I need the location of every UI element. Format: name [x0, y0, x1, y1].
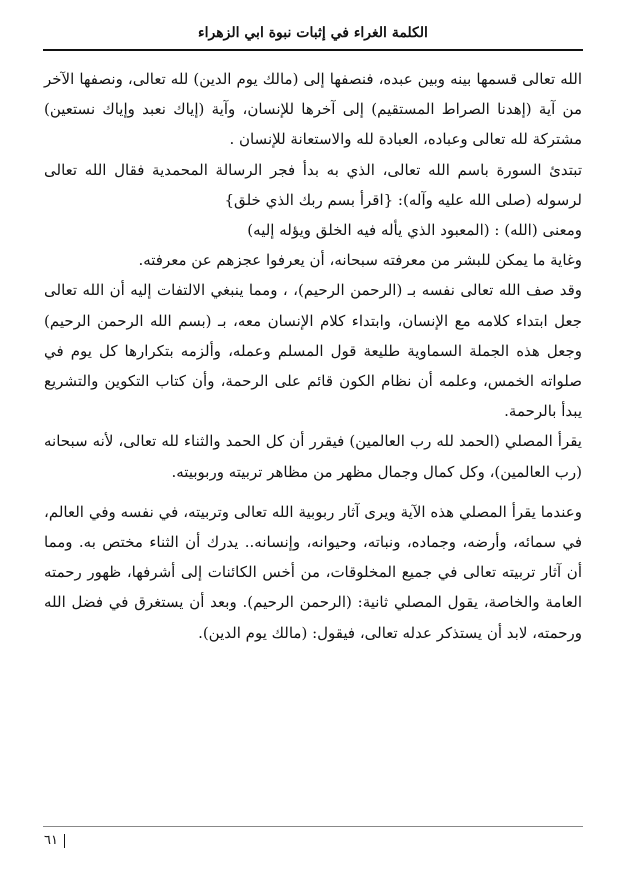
footer-rule	[43, 826, 583, 827]
page-number-value: ٦١	[44, 833, 58, 848]
page-number	[44, 832, 65, 850]
body-text	[44, 64, 582, 648]
paragraph-2: تبتدئ السورة باسم الله تعالى، الذي به بدأ فجر الرسالة المحمدية فقال الله تعالى لرسوله (صلى الله عليه وآله): {اقرأ بسم ربك الذي خلق}	[44, 160, 582, 209]
header-rule	[43, 49, 583, 51]
paragraph-1: الله تعالى قسمها بينه وبين عبده، فنصفها إلى (مالك يوم الدين) لله تعالى، ونصفها الآخر من آية (إهدنا الصراط المستقيم) إلى آخرها للإنسان، وآية (إياك نعبد وإياك نستعين) مشتركة لله تعالى وعباده، العبادة لله والاستعانة للإنسان .	[44, 70, 582, 149]
paragraph-6: يقرأ المصلي (الحمد لله رب العالمين) فيقرر أن كل الحمد والثناء لله تعالى، لأنه سبحانه (رب العالمين)، وكل كمال وجمال مظهر من مظاهر تربيته وربوبيته.	[44, 432, 582, 481]
page-number-bar	[64, 834, 65, 848]
paragraph-5: وقد صف الله تعالى نفسه بـ (الرحمن الرحيم)، ، ومما ينبغي الالتفات إليه أن الله تعالى جعل ابتداء كلامه مع الإنسان، وابتداء كلام الإنسان معه، بـ (بسم الله الرحمن الرحيم) وجعل هذه الجملة السماوية طليعة قول المسلم وعمله، وألزمه بتكرارها كل يوم في صلواته الخمس، وعلمه أن نظام الكون قائم على الرحمة، وأن كتاب التكوين والتشريع يبدأ بالرحمة.	[44, 281, 582, 421]
paragraph-7: وعندما يقرأ المصلي هذه الآية ويرى آثار ربوبية الله تعالى وتربيته، في نفسه وفي العالم، في سمائه، وأرضه، وجماده، ونباته، وحيوانه، وإنسانه.. يدرك أن الثناء مختص به. ومما أن آثار تربيته تعالى في جميع المخلوقات، من أخس الكائنات إلى أشرفها، ظهور رحمته العامة والخاصة، يقول المصلي ثانية: (الرحمن الرحيم). وبعد أن يستغرق في فضل الله ورحمته، لابد أن يستذكر عدله تعالى، فيقول: (مالك يوم الدين).	[44, 502, 582, 642]
running-header-title: الكلمة الغراء في إثبات نبوة ابي الزهراء	[198, 25, 428, 41]
paragraph-3: ومعنى (الله) : (المعبود الذي يأله فيه الخلق ويؤله إليه)	[247, 221, 582, 240]
paragraph-4: وغاية ما يمكن للبشر من معرفته سبحانه، أن يعرفوا عجزهم عن معرفته.	[138, 251, 582, 270]
